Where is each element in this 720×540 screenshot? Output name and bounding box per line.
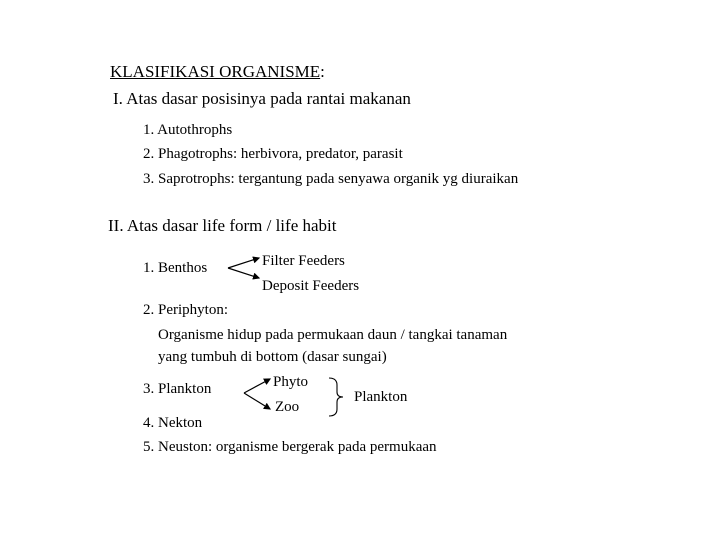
neuston-label: 5. Neuston: organisme bergerak pada permukaan [143,439,437,455]
plankton-sub-phyto: Phyto [273,374,309,390]
benthos-label: 1. Benthos [143,260,208,276]
benthos-split-arrows-icon [226,254,266,282]
section1-item-3: 3. Saprotrophs: tergantung pada senyawa organik yg diuraikan [143,171,519,187]
periphyton-label: 2. Periphyton: [143,302,228,318]
periphyton-desc-line1: Organisme hidup pada permukaan daun / tangkai tanaman [158,327,508,343]
right-brace-icon [327,376,347,418]
periphyton-desc-line2: yang tumbuh di bottom (dasar sungai) [158,349,387,365]
plankton-sub-zoo: Zoo [275,399,300,415]
section1-item-2: 2. Phagotrophs: herbivora, predator, parasit [143,146,403,162]
section2-heading: II. Atas dasar life form / life habit [108,216,337,235]
title-text: KLASIFIKASI ORGANISME [110,62,321,81]
benthos-sub-filter-feeders: Filter Feeders [262,253,345,269]
title-colon: : [320,62,325,81]
section1-item-1: 1. Autothrophs [143,122,233,138]
benthos-sub-deposit-feeders: Deposit Feeders [262,278,360,294]
nekton-label: 4. Nekton [143,415,203,431]
plankton-label: 3. Plankton [143,381,212,397]
plankton-group-label: Plankton [354,389,408,405]
page-title [110,63,325,80]
section1-heading: I. Atas dasar posisinya pada rantai makanan [113,89,411,108]
plankton-split-arrows-icon [242,376,276,414]
